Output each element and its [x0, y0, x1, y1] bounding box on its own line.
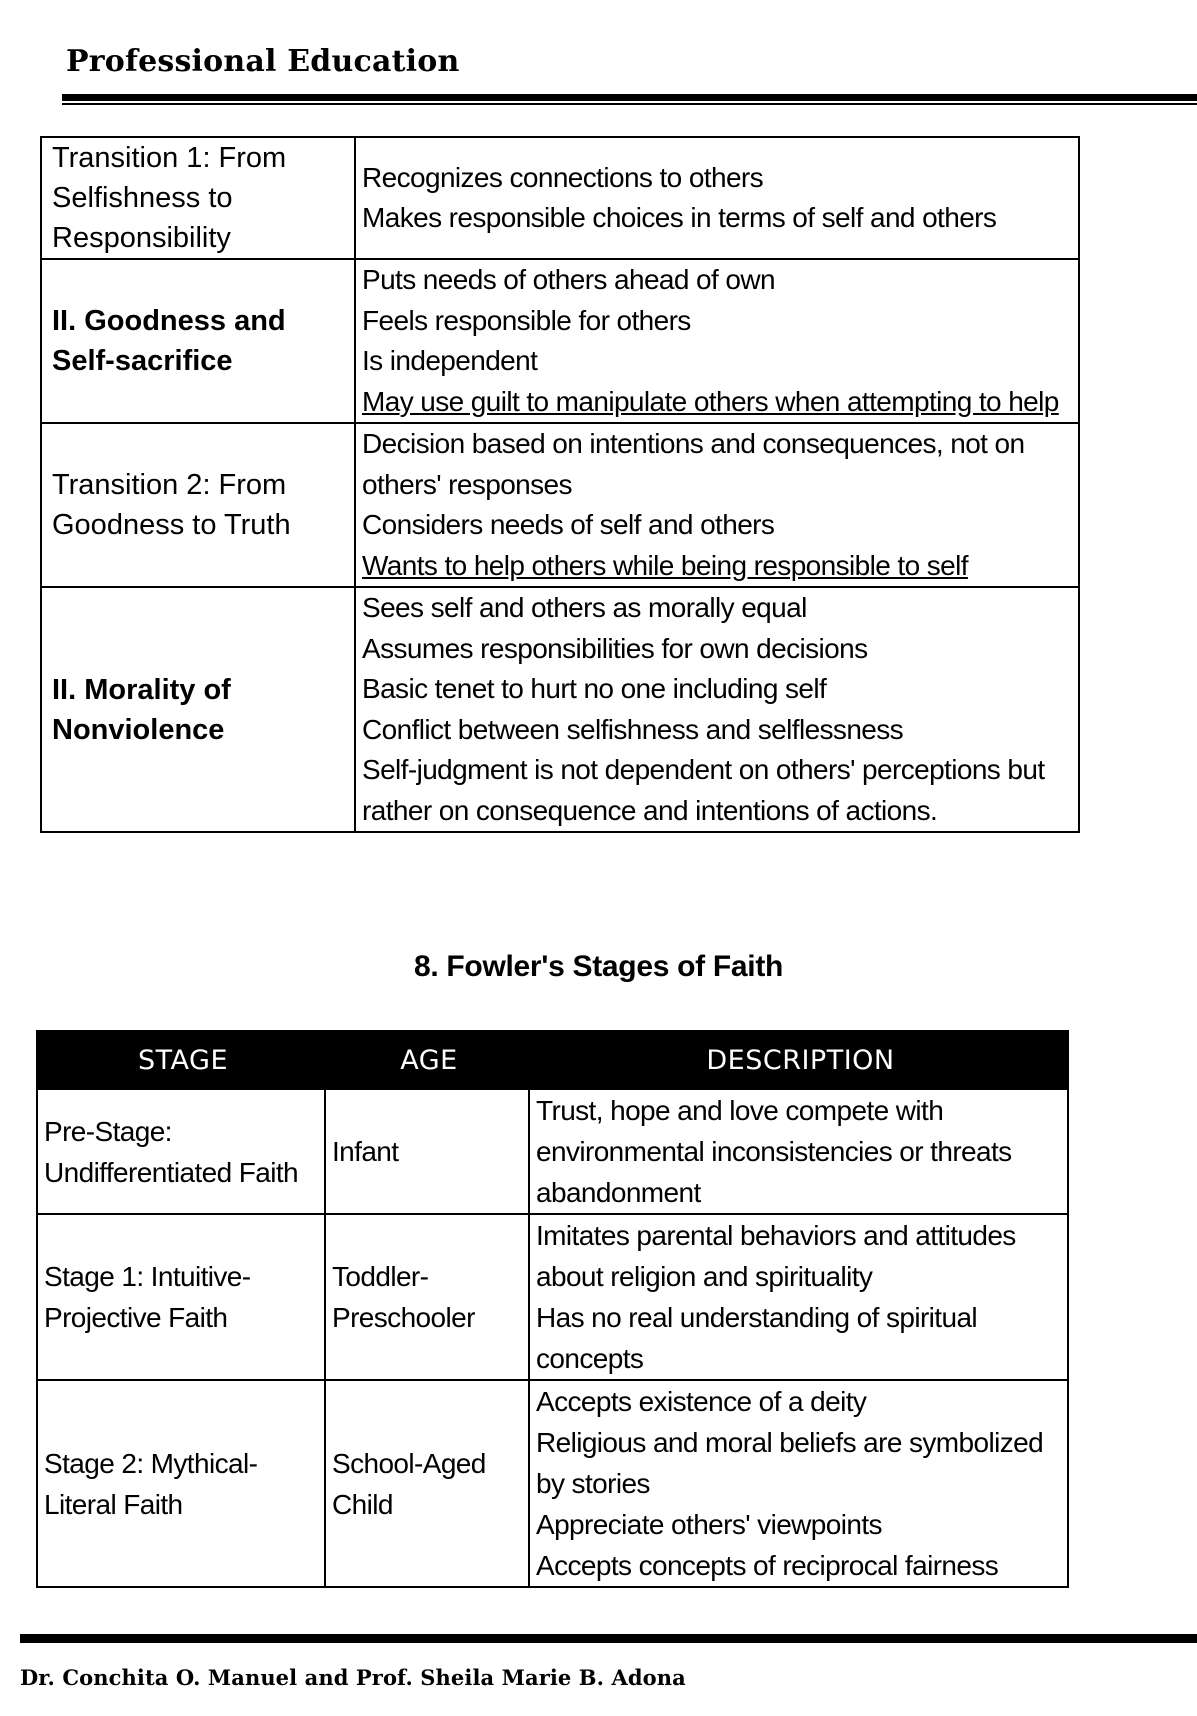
description-line: Trust, hope and love compete with environmental inconsistencies or threats abandonment [536, 1095, 1012, 1208]
description-line: Decision based on intentions and consequences, not on others' responses [362, 428, 1025, 500]
stage-label: II. Morality of Nonviolence [41, 587, 355, 832]
stage-cell: Pre-Stage: Undifferentiated Faith [37, 1089, 325, 1214]
table-row [37, 1089, 1068, 1214]
stage-description [355, 259, 1079, 423]
stage-description [355, 587, 1079, 832]
table-row [37, 1380, 1068, 1587]
description-line: Accepts concepts of reciprocal fairness [536, 1550, 999, 1581]
description-line: Sees self and others as morally equal [362, 592, 807, 623]
footer-authors: Dr. Conchita O. Manuel and Prof. Sheila Marie B. Adona [20, 1665, 686, 1690]
description-line: Conflict between selfishness and selflessness [362, 713, 904, 745]
stage-label: II. Goodness and Self-sacrifice [41, 259, 355, 423]
age-cell: Infant [325, 1089, 529, 1214]
description-line: Imitates parental behaviors and attitudes about religion and spirituality [536, 1220, 1016, 1292]
stage-description [355, 137, 1079, 259]
footer-divider [20, 1634, 1197, 1643]
description-line: Is independent [362, 345, 538, 376]
section-title: 8. Fowler's Stages of Faith [413, 950, 784, 983]
description-line: Basic tenet to hurt no one including self [362, 673, 827, 704]
age-cell: Toddler-Preschooler [325, 1214, 529, 1380]
description-cell [529, 1214, 1068, 1380]
description-line: Wants to help others while being responsible to self [362, 549, 968, 581]
description-line: Assumes responsibilities for own decisions [362, 632, 868, 664]
table-row [41, 587, 1079, 832]
stage-label: Transition 2: From Goodness to Truth [41, 423, 355, 587]
description-line: Accepts existence of a deity [536, 1386, 867, 1417]
age-cell: School-Aged Child [325, 1380, 529, 1587]
description-line: May use guilt to manipulate others when attempting to help [362, 385, 1059, 417]
header-divider [62, 94, 1197, 101]
description-cell [529, 1089, 1068, 1214]
description-line: Recognizes connections to others [362, 161, 764, 193]
table-row [41, 137, 1079, 259]
table-row [41, 259, 1079, 423]
description-line: Puts needs of others ahead of own [362, 264, 775, 295]
description-cell [529, 1380, 1068, 1587]
description-line: Considers needs of self and others [362, 509, 775, 540]
stage-cell: Stage 1: Intuitive-Projective Faith [37, 1214, 325, 1380]
description-line: Has no real understanding of spiritual concepts [536, 1302, 978, 1374]
table-header-row [37, 1031, 1068, 1089]
header-divider-thin [62, 103, 1197, 105]
description-line: Feels responsible for others [362, 304, 691, 336]
stage-label: Transition 1: From Selfishness to Responsibility [41, 137, 355, 259]
header-description: DESCRIPTION [529, 1031, 1068, 1089]
header-age: AGE [325, 1031, 529, 1089]
description-line: Appreciate others' viewpoints [536, 1509, 882, 1540]
gilligan-stages-table [40, 136, 1080, 833]
table-row [37, 1214, 1068, 1380]
table-row [41, 423, 1079, 587]
fowler-stages-table [36, 1030, 1069, 1588]
page-header-title: Professional Education [66, 44, 460, 79]
stage-cell: Stage 2: Mythical-Literal Faith [37, 1380, 325, 1587]
stage-description [355, 423, 1079, 587]
description-line: Religious and moral beliefs are symbolized by stories [536, 1427, 1044, 1499]
header-stage: STAGE [37, 1031, 325, 1089]
description-line: Makes responsible choices in terms of self and others [362, 202, 997, 233]
description-line: Self-judgment is not dependent on others' perceptions but rather on consequence and intentions of actions. [362, 754, 1045, 826]
